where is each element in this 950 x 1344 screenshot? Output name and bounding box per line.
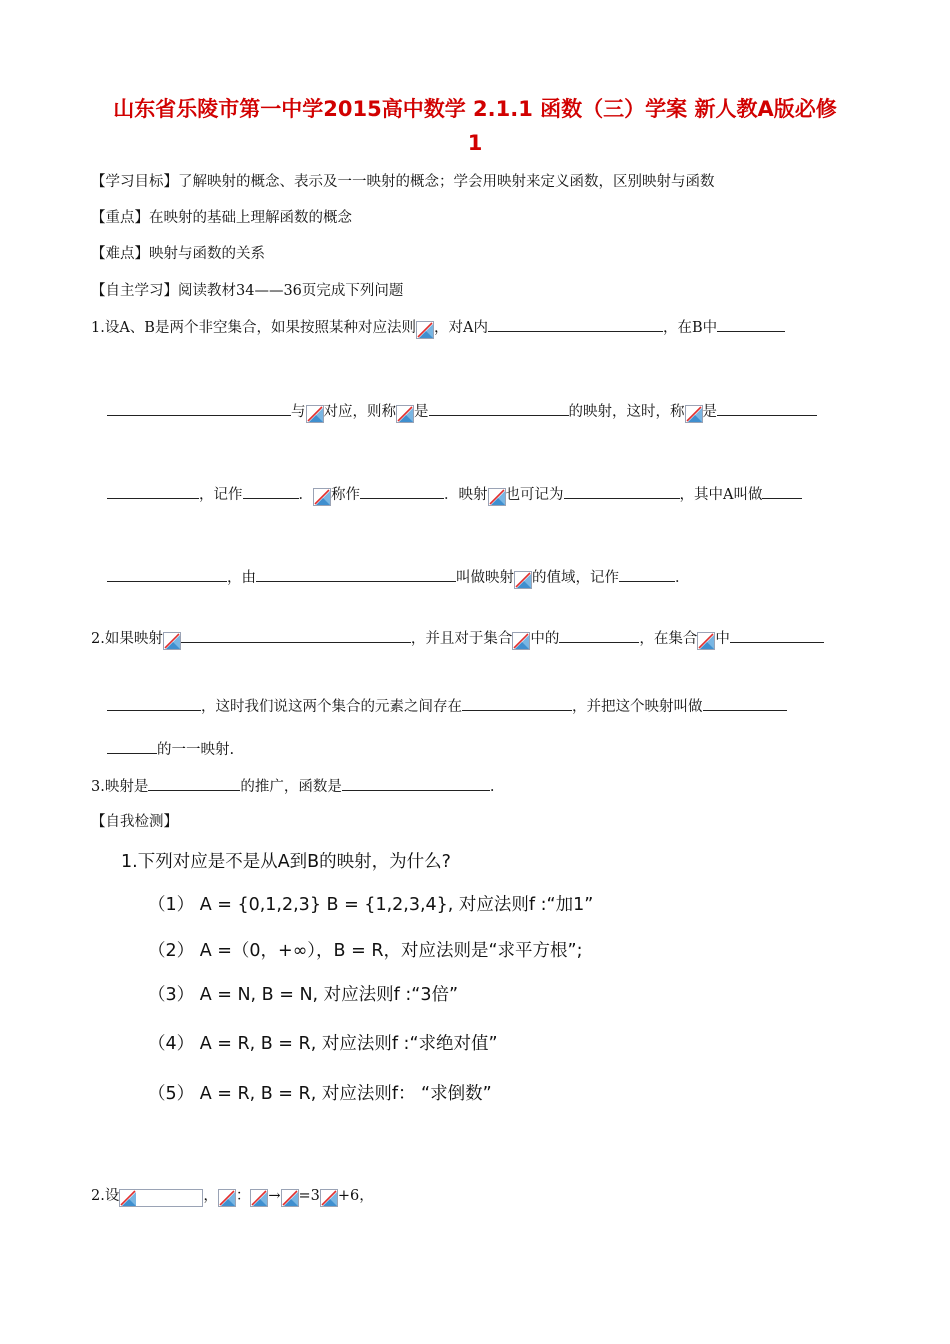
q1-text: ，记作 (199, 487, 243, 503)
q2-text: 中的 (530, 631, 560, 647)
q4-text: ： (235, 1188, 251, 1204)
q1-text: 是 (414, 404, 429, 420)
q3-text: 3.映射是 (91, 779, 149, 795)
doc-title-line1: 山东省乐陵市第一中学2015高中数学 2.1.1 函数（三）学案 新人教A版必修 (113, 97, 837, 121)
q2-text: 的一一映射. (157, 742, 235, 758)
blank-field[interactable] (762, 484, 802, 499)
check-item: （5） A = R, B = R, 对应法则f： “求倒数” (148, 1084, 492, 1104)
q1-text: 对应，则称 (323, 404, 396, 420)
difficulty-text: 映射与函数的关系 (149, 246, 265, 262)
q4-line (91, 1184, 374, 1207)
blank-field[interactable] (148, 776, 240, 791)
broken-image-glyph (686, 406, 703, 423)
blank-field[interactable] (256, 567, 456, 582)
self-study-text: 阅读教材34——36页完成下列问题 (178, 283, 404, 299)
q1-text: 与 (291, 404, 306, 420)
q1-text: 的映射，这时，称 (568, 404, 685, 420)
broken-image-icon (306, 405, 324, 423)
learning-goals-label: 【学习目标】 (91, 174, 178, 190)
broken-image-glyph (321, 1190, 338, 1207)
broken-image-icon (416, 321, 434, 339)
difficulty-label: 【难点】 (91, 246, 149, 262)
q1-text: ，在B中 (662, 320, 718, 336)
q1-text: ，由 (227, 570, 256, 586)
q4-text: 2.设 (91, 1188, 120, 1204)
q1-line4 (107, 566, 690, 589)
q4-text: =3 (298, 1188, 320, 1204)
broken-image-glyph (513, 633, 530, 650)
blank-field[interactable] (717, 401, 817, 416)
q2-text: ，并且对于集合 (410, 631, 513, 647)
broken-image-glyph (282, 1190, 299, 1207)
broken-image-icon (313, 488, 331, 506)
difficulty (91, 242, 265, 263)
blank-field[interactable] (488, 317, 663, 332)
broken-image-icon (514, 571, 532, 589)
doc-title-line2: 1 (467, 131, 483, 155)
learning-goals (91, 170, 715, 191)
self-check-label: 【自我检测】 (91, 814, 178, 830)
q1-text: 是 (702, 404, 717, 420)
q1-text: 也可记为 (505, 487, 564, 503)
broken-image-icon (119, 1189, 203, 1207)
q2-line2 (107, 695, 787, 716)
check-item: （4） A = R, B = R, 对应法则f :“求绝对值” (148, 1034, 498, 1054)
blank-field[interactable] (107, 401, 291, 416)
blank-field[interactable] (107, 696, 201, 711)
q1-text: ． (675, 570, 690, 586)
broken-image-icon (685, 405, 703, 423)
key-point-label: 【重点】 (91, 210, 149, 226)
key-point (91, 206, 352, 227)
q1-text: 称作 (331, 487, 360, 503)
broken-image-icon (218, 1189, 236, 1207)
blank-field[interactable] (107, 739, 157, 754)
blank-field[interactable] (360, 484, 444, 499)
blank-field[interactable] (429, 401, 569, 416)
blank-field[interactable] (462, 696, 572, 711)
q4-text: → (268, 1188, 281, 1204)
q2-line1 (91, 627, 824, 650)
blank-field[interactable] (703, 696, 787, 711)
q2-text: 2.如果映射 (91, 631, 163, 647)
q3-text: . (489, 779, 495, 795)
blank-field[interactable] (564, 484, 680, 499)
broken-image-glyph (417, 322, 434, 339)
q1-line3 (107, 483, 802, 506)
q3-line (91, 775, 494, 796)
broken-image-glyph (397, 406, 414, 423)
blank-field[interactable] (619, 567, 675, 582)
broken-image-icon (396, 405, 414, 423)
q2-text: ，并把这个映射叫做 (572, 699, 703, 715)
blank-field[interactable] (559, 628, 639, 643)
self-study-label: 【自主学习】 (91, 283, 178, 299)
q1-text: ． (298, 487, 313, 503)
key-point-text: 在映射的基础上理解函数的概念 (149, 210, 352, 226)
q1-line2 (107, 400, 817, 423)
self-study (91, 279, 403, 300)
q2-text: ，这时我们说这两个集合的元素之间存在 (201, 699, 462, 715)
broken-image-glyph (314, 489, 331, 506)
broken-image-icon (320, 1189, 338, 1207)
broken-image-glyph (698, 633, 715, 650)
check-item: （1） A = {0,1,2,3} B = {1,2,3,4}, 对应法则f :“加1” (148, 895, 594, 915)
q1-text: 的值域，记作 (532, 570, 619, 586)
broken-image-icon (697, 632, 715, 650)
broken-image-icon (163, 632, 181, 650)
check-item: （3） A = N, B = N, 对应法则f :“3倍” (148, 985, 459, 1005)
blank-field[interactable] (181, 628, 411, 643)
broken-image-glyph (515, 572, 532, 589)
blank-field[interactable] (107, 484, 199, 499)
q2-text: 中 (715, 631, 730, 647)
q1-text: 叫做映射 (456, 570, 514, 586)
blank-field[interactable] (342, 776, 490, 791)
q4-text: ， (203, 1188, 218, 1204)
q4-text: +6， (337, 1188, 374, 1204)
blank-field[interactable] (730, 628, 824, 643)
broken-image-glyph (489, 489, 506, 506)
q1-text: 1.设A、B是两个非空集合，如果按照某种对应法则 (91, 320, 416, 336)
broken-image-icon (281, 1189, 299, 1207)
broken-image-icon (488, 488, 506, 506)
blank-field[interactable] (717, 317, 785, 332)
blank-field[interactable] (243, 484, 299, 499)
learning-goals-text: 了解映射的概念、表示及一一映射的概念；学会用映射来定义函数，区别映射与函数 (178, 174, 715, 190)
broken-image-glyph (120, 1190, 138, 1207)
broken-image-glyph (164, 633, 181, 650)
q3-text: 的推广，函数是 (240, 779, 342, 795)
q1-text: ，对A内 (433, 320, 488, 336)
q1-text: ．映射 (444, 487, 488, 503)
check-item: （2） A =（0，+∞），B = R，对应法则是“求平方根”; (148, 941, 583, 961)
broken-image-glyph (307, 406, 324, 423)
q1-text: ，其中A叫做 (679, 487, 763, 503)
broken-image-glyph (219, 1190, 236, 1207)
blank-field[interactable] (107, 567, 227, 582)
check-heading: 1.下列对应是不是从A到B的映射，为什么? (121, 852, 451, 872)
broken-image-icon (250, 1189, 268, 1207)
q1-line1 (91, 316, 785, 339)
q2-line3 (107, 738, 234, 759)
broken-image-glyph (251, 1190, 268, 1207)
q2-text: ，在集合 (639, 631, 698, 647)
broken-image-icon (512, 632, 530, 650)
